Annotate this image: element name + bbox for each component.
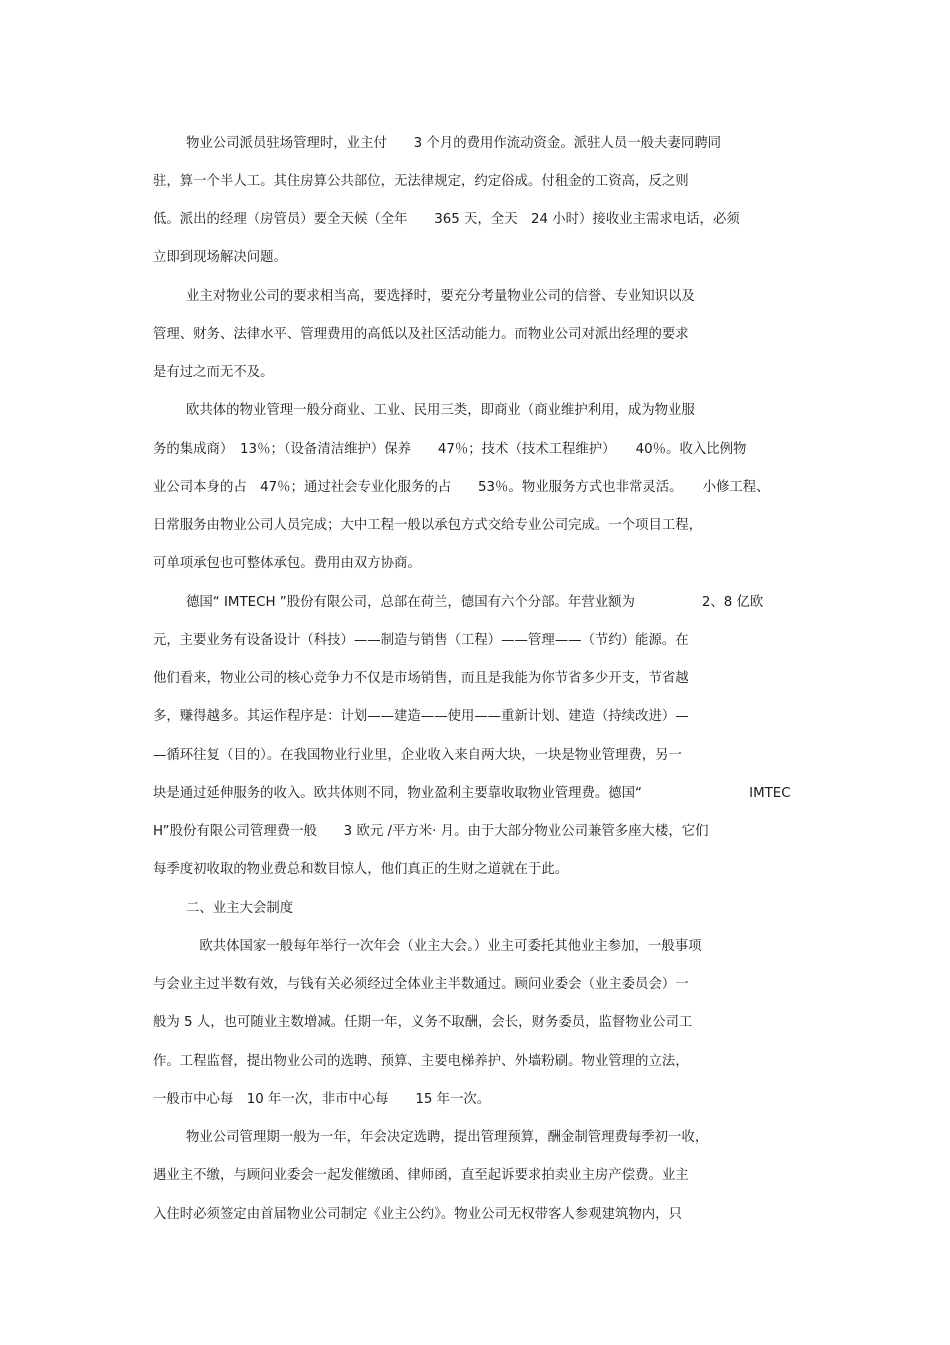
text-line: 遇业主不缴，与顾问业委会一起发催缴函、律师函，直至起诉要求拍卖业主房产偿费。业主 [153, 1168, 689, 1183]
text-line: 德国“ IMTECH ”股份有限公司，总部在荷兰，德国有六个分部。年营业额为 2、8 亿欧 [186, 595, 764, 610]
text-line: 管理、财务、法律水平、管理费用的高低以及社区活动能力。而物业公司对派出经理的要求 [153, 327, 689, 342]
text-line: 入住时必须签定由首届物业公司制定《业主公约》。物业公司无权带客人参观建筑物内，只 [153, 1207, 682, 1222]
text-line: 业主对物业公司的要求相当高，要选择时，要充分考量物业公司的信誉、专业知识以及 [186, 289, 695, 304]
text-line: 是有过之而无不及。 [153, 365, 274, 380]
text-line: 欧共体的物业管理一般分商业、工业、民用三类，即商业（商业维护利用，成为物业服 [186, 403, 695, 418]
text-line: 驻，算一个半人工。其住房算公共部位，无法律规定，约定俗成。付租金的工资高，反之则 [153, 174, 689, 189]
text-line: 作。工程监督，提出物业公司的选聘、预算、主要电梯养护、外墙粉刷。物业管理的立法， [153, 1054, 689, 1069]
text-line: 可单项承包也可整体承包。费用由双方协商。 [153, 556, 421, 571]
text-line: 一般市中心每 10 年一次，非市中心每 15 年一次。 [153, 1092, 491, 1107]
text-line: 立即到现场解决问题。 [153, 250, 287, 265]
text-line: 每季度初收取的物业费总和数目惊人，他们真正的生财之道就在于此。 [153, 862, 569, 877]
text-line: 他们看来，物业公司的核心竞争力不仅是市场销售，而且是我能为你节省多少开支，节省越 [153, 671, 689, 686]
text-line: 务的集成商） 13％；（设备清洁维护）保养 47％；技术（技术工程维护） 40％。收入比例物 [153, 442, 747, 457]
text-line: 般为 5 人，也可随业主数增减。任期一年，义务不取酬，会长，财务委员，监督物业公司工 [153, 1015, 693, 1030]
section-heading: 二、业主大会制度 [186, 901, 294, 916]
text-line: 多，赚得越多。其运作程序是：计划——建造——使用——重新计划、建造（持续改进）— [153, 709, 689, 724]
text-line: 物业公司派员驻场管理时，业主付 3 个月的费用作流动资金。派驻人员一般夫妻同聘同 [186, 136, 722, 151]
text-line: 欧共体国家一般每年举行一次年会（业主大会。）业主可委托其他业主参加，一般事项 [186, 939, 702, 954]
text-line: 业公司本身的占 47％；通过社会专业化服务的占 53％。物业服务方式也非常灵活。 小修工程、 [153, 480, 770, 495]
text-line: 块是通过延伸服务的收入。欧共体则不同，物业盈利主要靠收取物业管理费。德国“ IMTEC [153, 786, 791, 801]
text-line: 日常服务由物业公司人员完成；大中工程一般以承包方式交给专业公司完成。一个项目工程， [153, 518, 703, 533]
text-line: H”股份有限公司管理费一般 3 欧元 /平方米· 月。由于大部分物业公司兼管多座大楼，它们 [153, 824, 709, 839]
text-line: 低。派出的经理（房管员）要全天候（全年 365 天，全天 24 小时）接收业主需求电话，必须 [153, 212, 740, 227]
text-line: —循环往复（目的）。在我国物业行业里，企业收入来自两大块，一块是物业管理费，另一 [153, 748, 682, 763]
text-line: 元，主要业务有设备设计（科技）——制造与销售（工程）——管理——（节约）能源。在 [153, 633, 689, 648]
text-line: 物业公司管理期一般为一年，年会决定选聘，提出管理预算，酬金制管理费每季初一收， [186, 1130, 709, 1145]
text-line: 与会业主过半数有效，与钱有关必须经过全体业主半数通过。顾问业委会（业主委员会）一 [153, 977, 689, 992]
